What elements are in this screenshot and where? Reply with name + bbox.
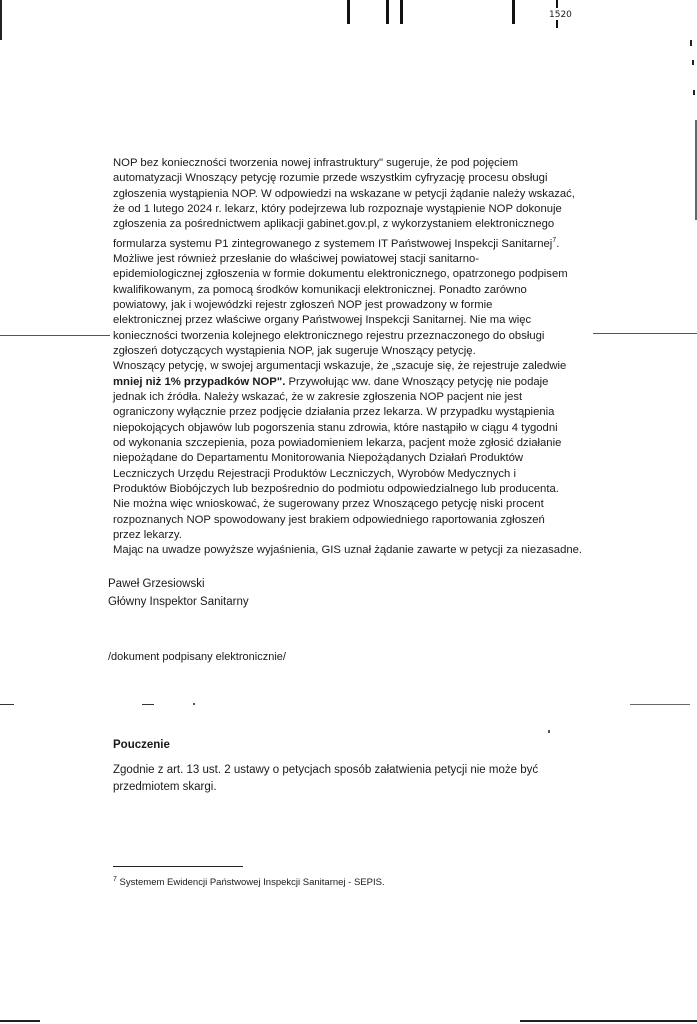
body-bold-text: mniej niż 1% przypadków NOP".	[113, 375, 289, 388]
body-line: zgłoszenia wystąpienia NOP. W odpowiedzi na wskazane w petycji żądanie należy wskazać,	[113, 187, 575, 200]
scan-speck	[548, 730, 550, 733]
body-line: Mając na uwadze powyższe wyjaśnienia, GIS uznał żądanie zawarte w petycji za niezasadne.	[113, 544, 583, 557]
body-line: konieczności tworzenia kolejnego elektronicznego rejestru przeznaczonego do obsługi	[113, 329, 545, 342]
body-line	[113, 375, 593, 390]
scan-bar	[347, 0, 350, 24]
body-line: niepożądane do Departamentu Monitorowania Niepożądanych Działań Produktów	[113, 452, 524, 465]
footnote-marker: 7	[113, 876, 117, 883]
body-line-text: Przywołując ww. dane Wnoszący petycję nie podaje	[288, 375, 549, 388]
page-number: 1520	[549, 10, 572, 20]
body-line: powiatowy, jak i wojewódzki rejestr zgłoszeń NOP jest prowadzony w formie	[113, 298, 493, 311]
scan-line-artifact	[593, 333, 697, 334]
body-line: Nie można więc wnioskować, że sugerowany przez Wnoszącego petycję niski procent	[113, 498, 544, 511]
footnote-text: Systemem Ewidencji Państwowej Inspekcji Sanitarnej - SEPIS.	[116, 877, 385, 889]
notice-text	[113, 762, 593, 796]
scan-line-artifact	[0, 704, 14, 705]
body-line: Produktów Biobójczych lub bezpośrednio do podmiotu odpowiedzialnego lub producenta.	[113, 482, 559, 495]
body-line: formularza systemu P1 zintegrowanego z systemem IT Państwowej Inspekcji Sanitarnej$^7$.	[113, 236, 560, 250]
scan-edge-mark	[520, 1020, 697, 1022]
body-line: Leczniczych Urzędu Rejestracji Produktów Leczniczych, Wyrobów Medycznych i	[113, 467, 516, 480]
body-line: przez lekarzy.	[113, 529, 182, 542]
body-line	[113, 390, 593, 405]
body-line: rozpoznanych NOP spowodowany jest brakiem odpowiedniego raportowania zgłoszeń	[113, 513, 545, 526]
notice-line: Zgodnie z art. 13 ust. 2 ustawy o petycjach sposób załatwienia petycji nie może być	[113, 764, 539, 776]
body-line: od wykonania szczepienia, poza powiadomieniem lekarza, pacjent może zgłosić działanie	[113, 436, 562, 449]
signer-name: Paweł Grzesiowski	[108, 578, 205, 590]
body-line: epidemiologicznej zgłoszenia w formie dokumentu elektronicznego, opatrzonego podpisem	[113, 268, 568, 281]
scan-bar	[556, 0, 558, 8]
scan-line-artifact	[0, 335, 110, 336]
body-line: zgłoszenia za pośrednictwem aplikacji gabinet.gov.pl, z wykorzystaniem elektronicznego	[113, 218, 555, 231]
scan-line-artifact	[142, 704, 154, 705]
scan-edge-mark	[693, 90, 695, 95]
scan-bar	[512, 0, 515, 24]
scan-edge-mark	[692, 60, 694, 65]
scan-edge-mark	[0, 1020, 40, 1022]
body-line-text: formularza systemu P1 zintegrowanego z systemem IT Państwowej Inspekcji Sanitarnej	[113, 237, 553, 250]
body-line-text: Należy wskazać, że w zakresie zgłoszenia NOP pacjent nie jest	[200, 390, 523, 403]
body-line-text: jednak ich źródła.	[113, 390, 201, 403]
body-line: ograniczony wyłącznie przez podjęcie działania przez lekarza. W przypadku wystąpienia	[113, 406, 555, 419]
letter-body	[113, 156, 593, 559]
body-line: NOP bez konieczności tworzenia nowej infrastruktury" sugeruje, że pod pojęciem	[113, 157, 519, 169]
body-line: kwalifikowanym, za pomocą środków komunikacji elektronicznej. Ponadto zarówno	[113, 283, 527, 296]
notice-line: przedmiotem skargi.	[113, 781, 217, 793]
body-line: zgłoszeń dotyczących wystąpienia NOP, jak sugeruje Wnoszący petycję.	[113, 344, 476, 357]
body-line: Wnoszący petycję, w swojej argumentacji wskazuje, że „szacuje się, że rejestruje zaledwie	[113, 360, 567, 373]
notice-heading: Pouczenie	[113, 739, 170, 751]
scan-speck	[193, 703, 195, 705]
body-line: elektronicznej przez właściwe organy Państwowej Inspekcji Sanitarnej. Nie ma więc	[113, 314, 532, 327]
signer-title: Główny Inspektor Sanitarny	[108, 596, 249, 608]
body-line: automatyzacji Wnoszący petycję rozumie przede wszystkim cyfryzację procesu obsługi	[113, 172, 548, 185]
scan-edge-mark	[0, 0, 2, 40]
body-line: niepokojących objawów lub pogorszenia stanu zdrowia, które nastąpiło w ciągu 4 tygodni	[113, 421, 558, 434]
scan-bar	[400, 0, 403, 24]
scan-line-artifact	[630, 704, 690, 705]
signature-note: /dokument podpisany elektronicznie/	[108, 651, 286, 663]
body-line: że od 1 lutego 2024 r. lekarz, który podejrzewa lub rozpoznaje wystąpienie NOP dokonuje	[113, 203, 562, 216]
footnote-ref: 7	[552, 236, 557, 244]
footnote	[113, 876, 385, 888]
scan-bar	[556, 20, 558, 28]
body-line: Możliwe jest również przesłanie do właściwej powiatowej stacji sanitarno-	[113, 252, 480, 265]
scan-bar	[386, 0, 389, 24]
footnote-separator	[113, 866, 243, 867]
scan-edge-mark	[690, 40, 692, 46]
